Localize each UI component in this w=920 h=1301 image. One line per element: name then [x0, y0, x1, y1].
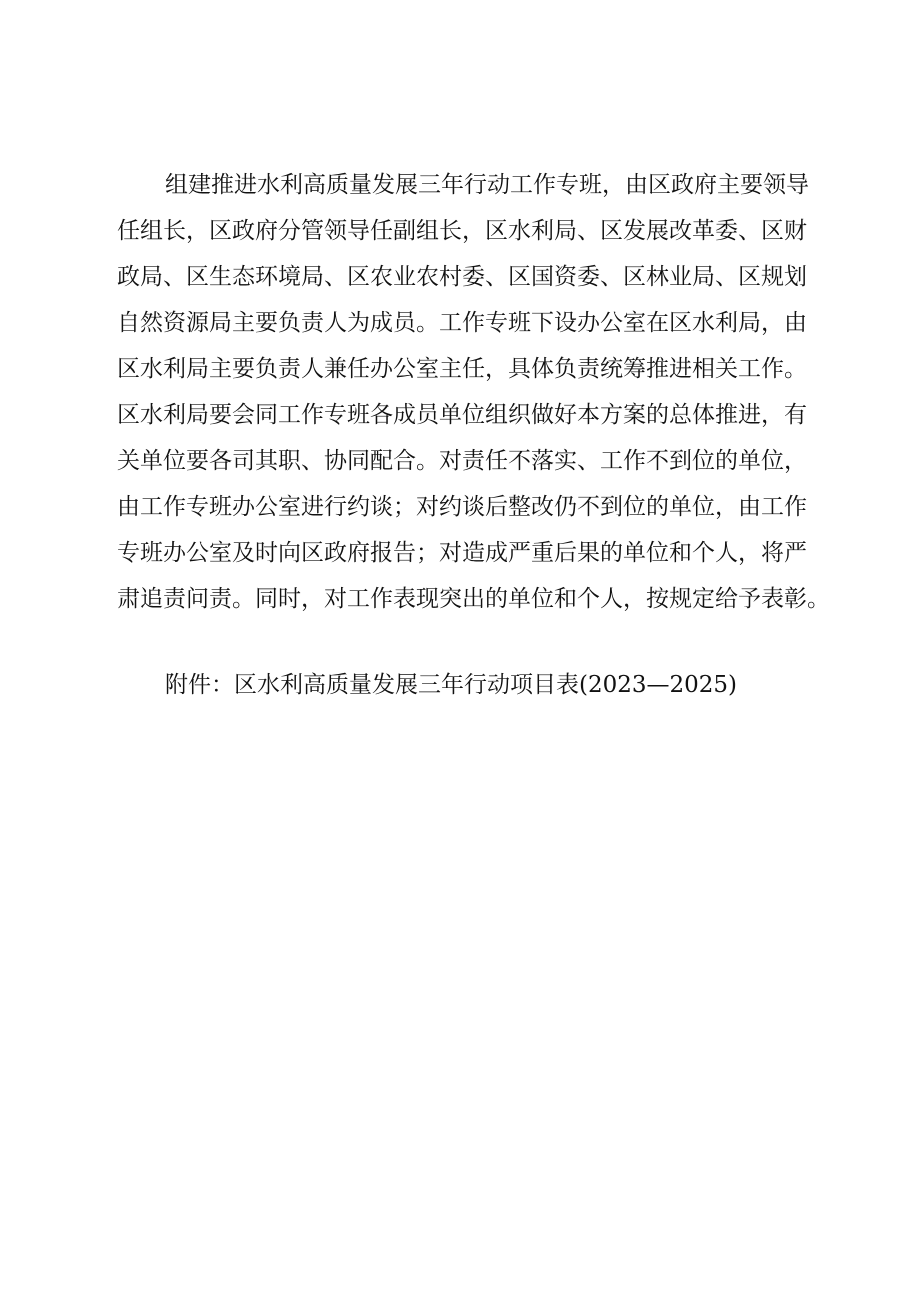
- paragraph-line: 区水利局要会同工作专班各成员单位组织做好本方案的总体推进，有: [117, 402, 807, 428]
- attachment-years: (2023—2025): [579, 672, 738, 698]
- paragraph-line: 组建推进水利高质量发展三年行动工作专班，由区政府主要领导: [165, 172, 809, 198]
- body-paragraph: [117, 162, 830, 622]
- attachment-note: [165, 662, 737, 708]
- paragraph-line: 任组长，区政府分管领导任副组长，区水利局、区发展改革委、区财: [117, 218, 807, 244]
- attachment-label: 附件：区水利高质量发展三年行动项目表: [165, 672, 579, 698]
- paragraph-line: 自然资源局主要负责人为成员。工作专班下设办公室在区水利局，由: [117, 310, 807, 336]
- paragraph-line: 关单位要各司其职、协同配合。对责任不落实、工作不到位的单位，: [117, 448, 807, 474]
- paragraph-line: 区水利局主要负责人兼任办公室主任，具体负责统筹推进相关工作。: [117, 356, 807, 382]
- paragraph-line: 由工作专班办公室进行约谈；对约谈后整改仍不到位的单位，由工作: [117, 494, 807, 520]
- paragraph-line: 政局、区生态环境局、区农业农村委、区国资委、区林业局、区规划: [117, 264, 807, 290]
- paragraph-line: 专班办公室及时向区政府报告；对造成严重后果的单位和个人，将严: [117, 540, 807, 566]
- paragraph-line: 肃追责问责。同时，对工作表现突出的单位和个人，按规定给予表彰。: [117, 586, 830, 612]
